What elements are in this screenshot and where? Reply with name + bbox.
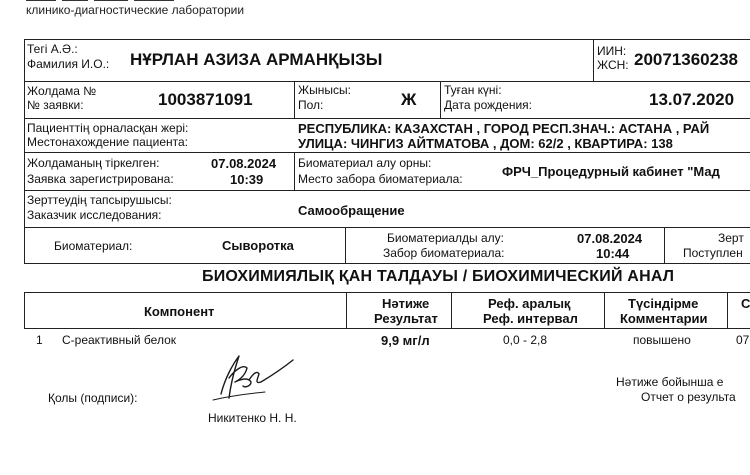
handwritten-signature: [205, 348, 297, 410]
info-row-border: [24, 227, 750, 228]
order-label-kz: Жолдама №: [27, 84, 97, 98]
lab-subtitle: клинико-диагностические лаборатории: [26, 3, 245, 17]
table-divider: [451, 292, 452, 328]
table-header-border: [24, 328, 750, 329]
customer-label-ru: Заказчик исследования:: [27, 208, 162, 222]
location-label-ru: Местонахождение пациента:: [27, 135, 189, 149]
col-header-comment-kz: Түсіндірме: [628, 296, 699, 311]
info-row-border: [24, 81, 750, 82]
table-left-border: [24, 292, 25, 328]
collection-place-value: ФРЧ_Процедурный кабинет "Мад: [502, 164, 720, 179]
location-line-2: УЛИЦА: ЧИНГИЗ АЙТМАТОВА , ДОМ: 62/2 , КВАРТИРА: 138: [298, 136, 673, 151]
customer-label-kz: Зерттеудің тапсырушысы:: [27, 193, 172, 207]
registered-label-kz: Жолдаманың тіркелген:: [27, 156, 160, 170]
collection-label-kz: Биоматериалды алу:: [387, 231, 504, 245]
info-divider: [294, 152, 295, 190]
info-row-border: [24, 118, 750, 119]
col-header-component: Компонент: [144, 304, 215, 319]
collection-date: 07.08.2024: [577, 231, 643, 246]
footer-note-kz: Нәтиже бойынша е: [616, 375, 724, 389]
info-top-border: [24, 39, 750, 40]
info-left-border: [24, 39, 25, 263]
customer-value: Самообращение: [298, 203, 405, 218]
table-top-border: [24, 292, 750, 293]
order-number: 1003871091: [158, 90, 253, 109]
info-row-border: [24, 190, 750, 191]
iin-label-kz: ИИН:: [597, 44, 627, 58]
registered-label-ru: Заявка зарегистрирована:: [27, 172, 174, 186]
dob-label-kz: Туған күні:: [444, 83, 502, 97]
row-ref: 0,0 - 2,8: [503, 333, 548, 347]
col-header-extra: С: [741, 296, 750, 311]
footer-note-ru: Отчет о результа: [641, 390, 736, 404]
row-component: С-реактивный белок: [62, 333, 177, 347]
sex-value: Ж: [401, 90, 417, 109]
section-title: БИОХИМИЯЛЫҚ ҚАН ТАЛДАУЫ / БИОХИМИЧЕСКИЙ АНАЛ: [202, 268, 675, 285]
col-header-result-ru: Результат: [374, 311, 438, 326]
col-header-result-kz: Нәтиже: [382, 296, 430, 311]
row-result: 9,9 мг/л: [381, 333, 430, 348]
info-divider: [593, 39, 594, 81]
lab-logo: [26, 0, 206, 1]
info-row-border: [24, 152, 750, 153]
biomaterial-value: Сыворотка: [222, 238, 294, 253]
collection-label-ru: Забор биоматериала:: [383, 246, 505, 260]
patient-name: НҰРЛАН АЗИЗА АРМАНҚЫЗЫ: [130, 50, 383, 69]
row-extra: 07: [736, 333, 750, 347]
received-label-ru: Поступлен: [683, 246, 743, 260]
info-bottom-border: [24, 263, 750, 264]
dob-value: 13.07.2020: [649, 90, 735, 109]
biomaterial-label: Биоматериал:: [54, 239, 133, 253]
col-header-ref-kz: Реф. аралық: [488, 296, 571, 311]
iin-value: 20071360238: [634, 50, 739, 69]
info-divider: [664, 227, 665, 263]
iin-label-ru: ЖСН:: [597, 58, 629, 72]
registered-time: 10:39: [230, 172, 264, 187]
received-label-kz: Зерт: [718, 231, 744, 245]
info-divider: [345, 227, 346, 263]
location-label-kz: Пациенттің орналасқан жері:: [27, 121, 189, 135]
order-label-ru: № заявки:: [27, 98, 84, 112]
collection-time: 10:44: [596, 246, 630, 261]
name-label-kz: Тегі А.Ә.:: [27, 42, 78, 56]
signer-name: Никитенко Н. Н.: [208, 411, 297, 425]
table-divider: [727, 292, 728, 328]
sex-label-kz: Жынысы:: [298, 83, 351, 97]
col-header-comment-ru: Комментарии: [620, 311, 708, 326]
row-comment: повышено: [633, 333, 691, 347]
table-divider: [604, 292, 605, 328]
signature-label: Қолы (подписи):: [48, 391, 138, 405]
info-divider: [294, 81, 295, 118]
table-divider: [346, 292, 347, 328]
sex-label-ru: Пол:: [298, 98, 324, 112]
collection-place-label-kz: Биоматериал алу орны:: [298, 156, 432, 170]
registered-date: 07.08.2024: [211, 156, 277, 171]
info-divider: [440, 81, 441, 118]
name-label-ru: Фамилия И.О.:: [27, 57, 110, 71]
collection-place-label-ru: Место забора биоматериала:: [298, 172, 463, 186]
dob-label-ru: Дата рождения:: [444, 98, 532, 112]
location-line-1: РЕСПУБЛИКА: КАЗАХСТАН , ГОРОД РЕСП.ЗНАЧ.: АСТАНА , РАЙ: [298, 121, 710, 136]
row-number: 1: [36, 333, 43, 347]
col-header-ref-ru: Реф. интервал: [483, 311, 578, 326]
